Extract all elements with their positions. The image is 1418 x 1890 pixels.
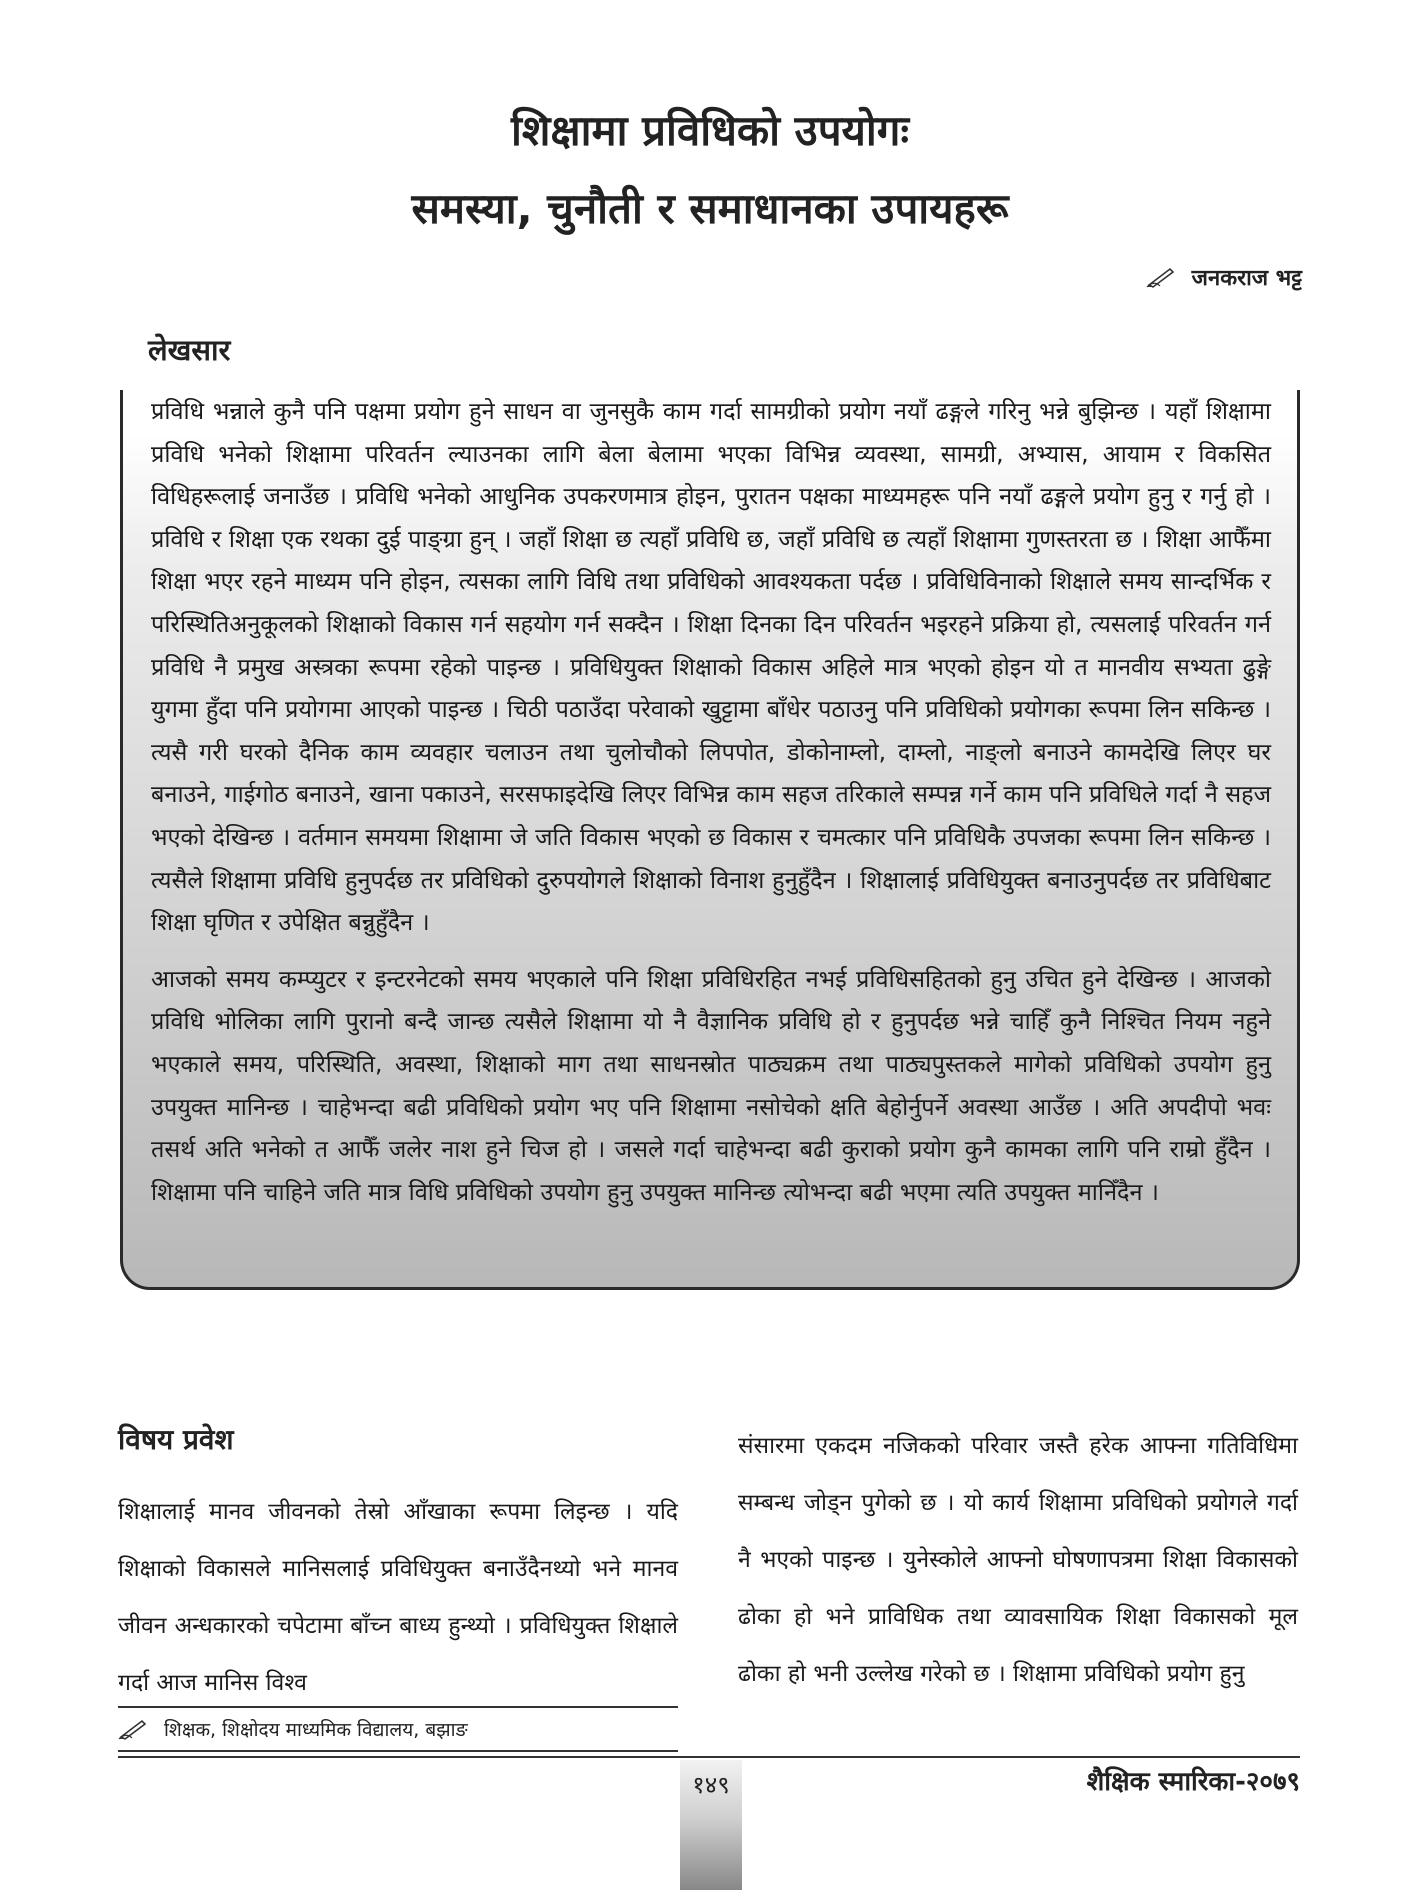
intro-right-column [738,1418,1298,1703]
author-name: जनकराज भट्ट [1191,266,1302,291]
intro-heading: विषय प्रवेश [118,1423,234,1456]
intro-left-column [118,1420,678,1712]
journal-name: शैक्षिक स्मारिका-२०७९ [1086,1767,1300,1797]
abstract-paragraph-2: आजको समय कम्प्युटर र इन्टरनेटको समय भएकाले पनि शिक्षा प्रविधिरहित नभई प्रविधिसहितको हुनु उचित हुने देखिन्छ । आजको प्रविधि भोलिका लागि पुरानो बन्दै जान्छ त्यसैले शिक्षामा यो नै वैज्ञानिक प्रविधि हो र हुनुपर्दछ भन्ने चाहिँ कुनै निश्चित नियम नहुने भएकाले समय, परिस्थिति, अवस्था, शिक्षाको माग तथा साधनस्रोत पाठ्यक्रम तथा पाठ्यपुस्तकले मागेको प्रविधिको उपयोग हुनु उपयुक्त मानिन्छ । चाहेभन्दा बढी प्रविधिको प्रयोग भए पनि शिक्षामा नसोचेको क्षति बेहोर्नुपर्ने अवस्था आउँछ । अति अपदीपो भवः तसर्थ अति भनेको त आफैँ जलेर नाश हुने चिज हो । जसले गर्दा चाहेभन्दा बढी कुराको प्रयोग कुनै कामका लागि पनि राम्रो हुँदैन । शिक्षामा पनि चाहिने जति मात्र विधि प्रविधिको उपयोग हुनु उपयुक्त मानिन्छ त्योभन्दा बढी भएमा त्यति उपयुक्त मानिँदैन । [151,964,1271,1206]
footer-rule [118,1756,1300,1758]
pen-icon [118,1718,148,1740]
pen-icon [1146,266,1176,288]
intro-right-text: संसारमा एकदम नजिकको परिवार जस्तै हरेक आफ्ना गतिविधिमा सम्बन्ध जोड्न पुगेको छ । यो कार्य शिक्षामा प्रविधिको प्रयोगले गर्दा नै भएको पाइन्छ । युनेस्कोले आफ्नो घोषणापत्रमा शिक्षा विकासको ढोका हो भने प्राविधिक तथा व्यावसायिक शिक्षा विकासको मूल ढोका हो भनी उल्लेख गरेको छ । शिक्षामा प्रविधिको प्रयोग हुनु [738,1433,1298,1687]
author-line [1146,262,1302,292]
title-line-1: शिक्षामा प्रविधिको उपयोगः [511,106,909,155]
abstract-heading: लेखसार [148,333,231,367]
footnote [118,1706,678,1752]
footnote-text: शिक्षक, शिक्षोदय माध्यमिक विद्यालय, बझाङ [164,1719,468,1741]
title-line-2: समस्या, चुनौती र समाधानका उपायहरू [411,184,1009,233]
intro-left-text: शिक्षालाई मानव जीवनको तेस्रो आँखाका रूपमा लिइन्छ । यदि शिक्षाको विकासले मानिसलाई प्रविधियुक्त बनाउँदैनथ्यो भने मानव जीवन अन्धकारको चपेटामा बाँच्न बाध्य हुन्थ्यो । प्रविधियुक्त शिक्षाले गर्दा आज मानिस विश्व [118,1499,678,1696]
page-number: १४९ [692,1771,730,1799]
abstract-paragraph-1: प्रविधि भन्नाले कुनै पनि पक्षमा प्रयोग हुने साधन वा जुनसुकै काम गर्दा सामग्रीको प्रयोग नयाँ ढङ्गले गरिनु भन्ने बुझिन्छ । यहाँ शिक्षामा प्रविधि भनेको शिक्षामा परिवर्तन ल्याउनका लागि बेला बेलामा भएका विभिन्न व्यवस्था, सामग्री, अभ्यास, आयाम र विकसित विधिहरूलाई जनाउँछ । प्रविधि भनेको आधुनिक उपकरणमात्र होइन, पुरातन पक्षका माध्यमहरू पनि नयाँ ढङ्गले प्रयोग हुनु र गर्नु हो । प्रविधि र शिक्षा एक रथका दुई पाङ्ग्रा हुन् । जहाँ शिक्षा छ त्यहाँ प्रविधि छ, जहाँ प्रविधि छ त्यहाँ शिक्षामा गुणस्तरता छ । शिक्षा आफैँमा शिक्षा भएर रहने माध्यम पनि होइन, त्यसका लागि विधि तथा प्रविधिको आवश्यकता पर्दछ । प्रविधिविनाको शिक्षाले समय सान्दर्भिक र परिस्थितिअनुकूलको शिक्षाको विकास गर्न सहयोग गर्न सक्दैन । शिक्षा दिनका दिन परिवर्तन भइरहने प्रक्रिया हो, त्यसलाई परिवर्तन गर्न प्रविधि नै प्रमुख अस्त्रका रूपमा रहेको पाइन्छ । प्रविधियुक्त शिक्षाको विकास अहिले मात्र भएको होइन यो त मानवीय सभ्यता ढुङ्गे युगमा हुँदा पनि प्रयोगमा आएको पाइन्छ । चिठी पठाउँदा परेवाको खुट्टामा बाँधेर पठाउनु पनि प्रविधिको प्रयोगका रूपमा लिन सकिन्छ । त्यसै गरी घरको दैनिक काम व्यवहार चलाउन तथा चुलोचौको लिपपोत, डोकोनाम्लो, दाम्लो, नाङ्लो बनाउने कामदेखि लिएर घर बनाउने, गाईगोठ बनाउने, खाना पकाउने, सरसफाइदेखि लिएर विभिन्न काम सहज तरिकाले सम्पन्न गर्ने काम पनि प्रविधिले गर्दा नै सहज भएको देखिन्छ । वर्तमान समयमा शिक्षामा जे जति विकास भएको छ विकास र चमत्कार पनि प्रविधिकै उपजका रूपमा लिन सकिन्छ । त्यसैले शिक्षामा प्रविधि हुनुपर्दछ तर प्रविधिको दुरुपयोगले शिक्षाको विनाश हुनुहुँदैन । शिक्षालाई प्रविधियुक्त बनाउनुपर्दछ तर प्रविधिबाट शिक्षा घृणित र उपेक्षित बन्नुहुँदैन । [151,397,1272,937]
abstract-box [120,390,1300,1290]
